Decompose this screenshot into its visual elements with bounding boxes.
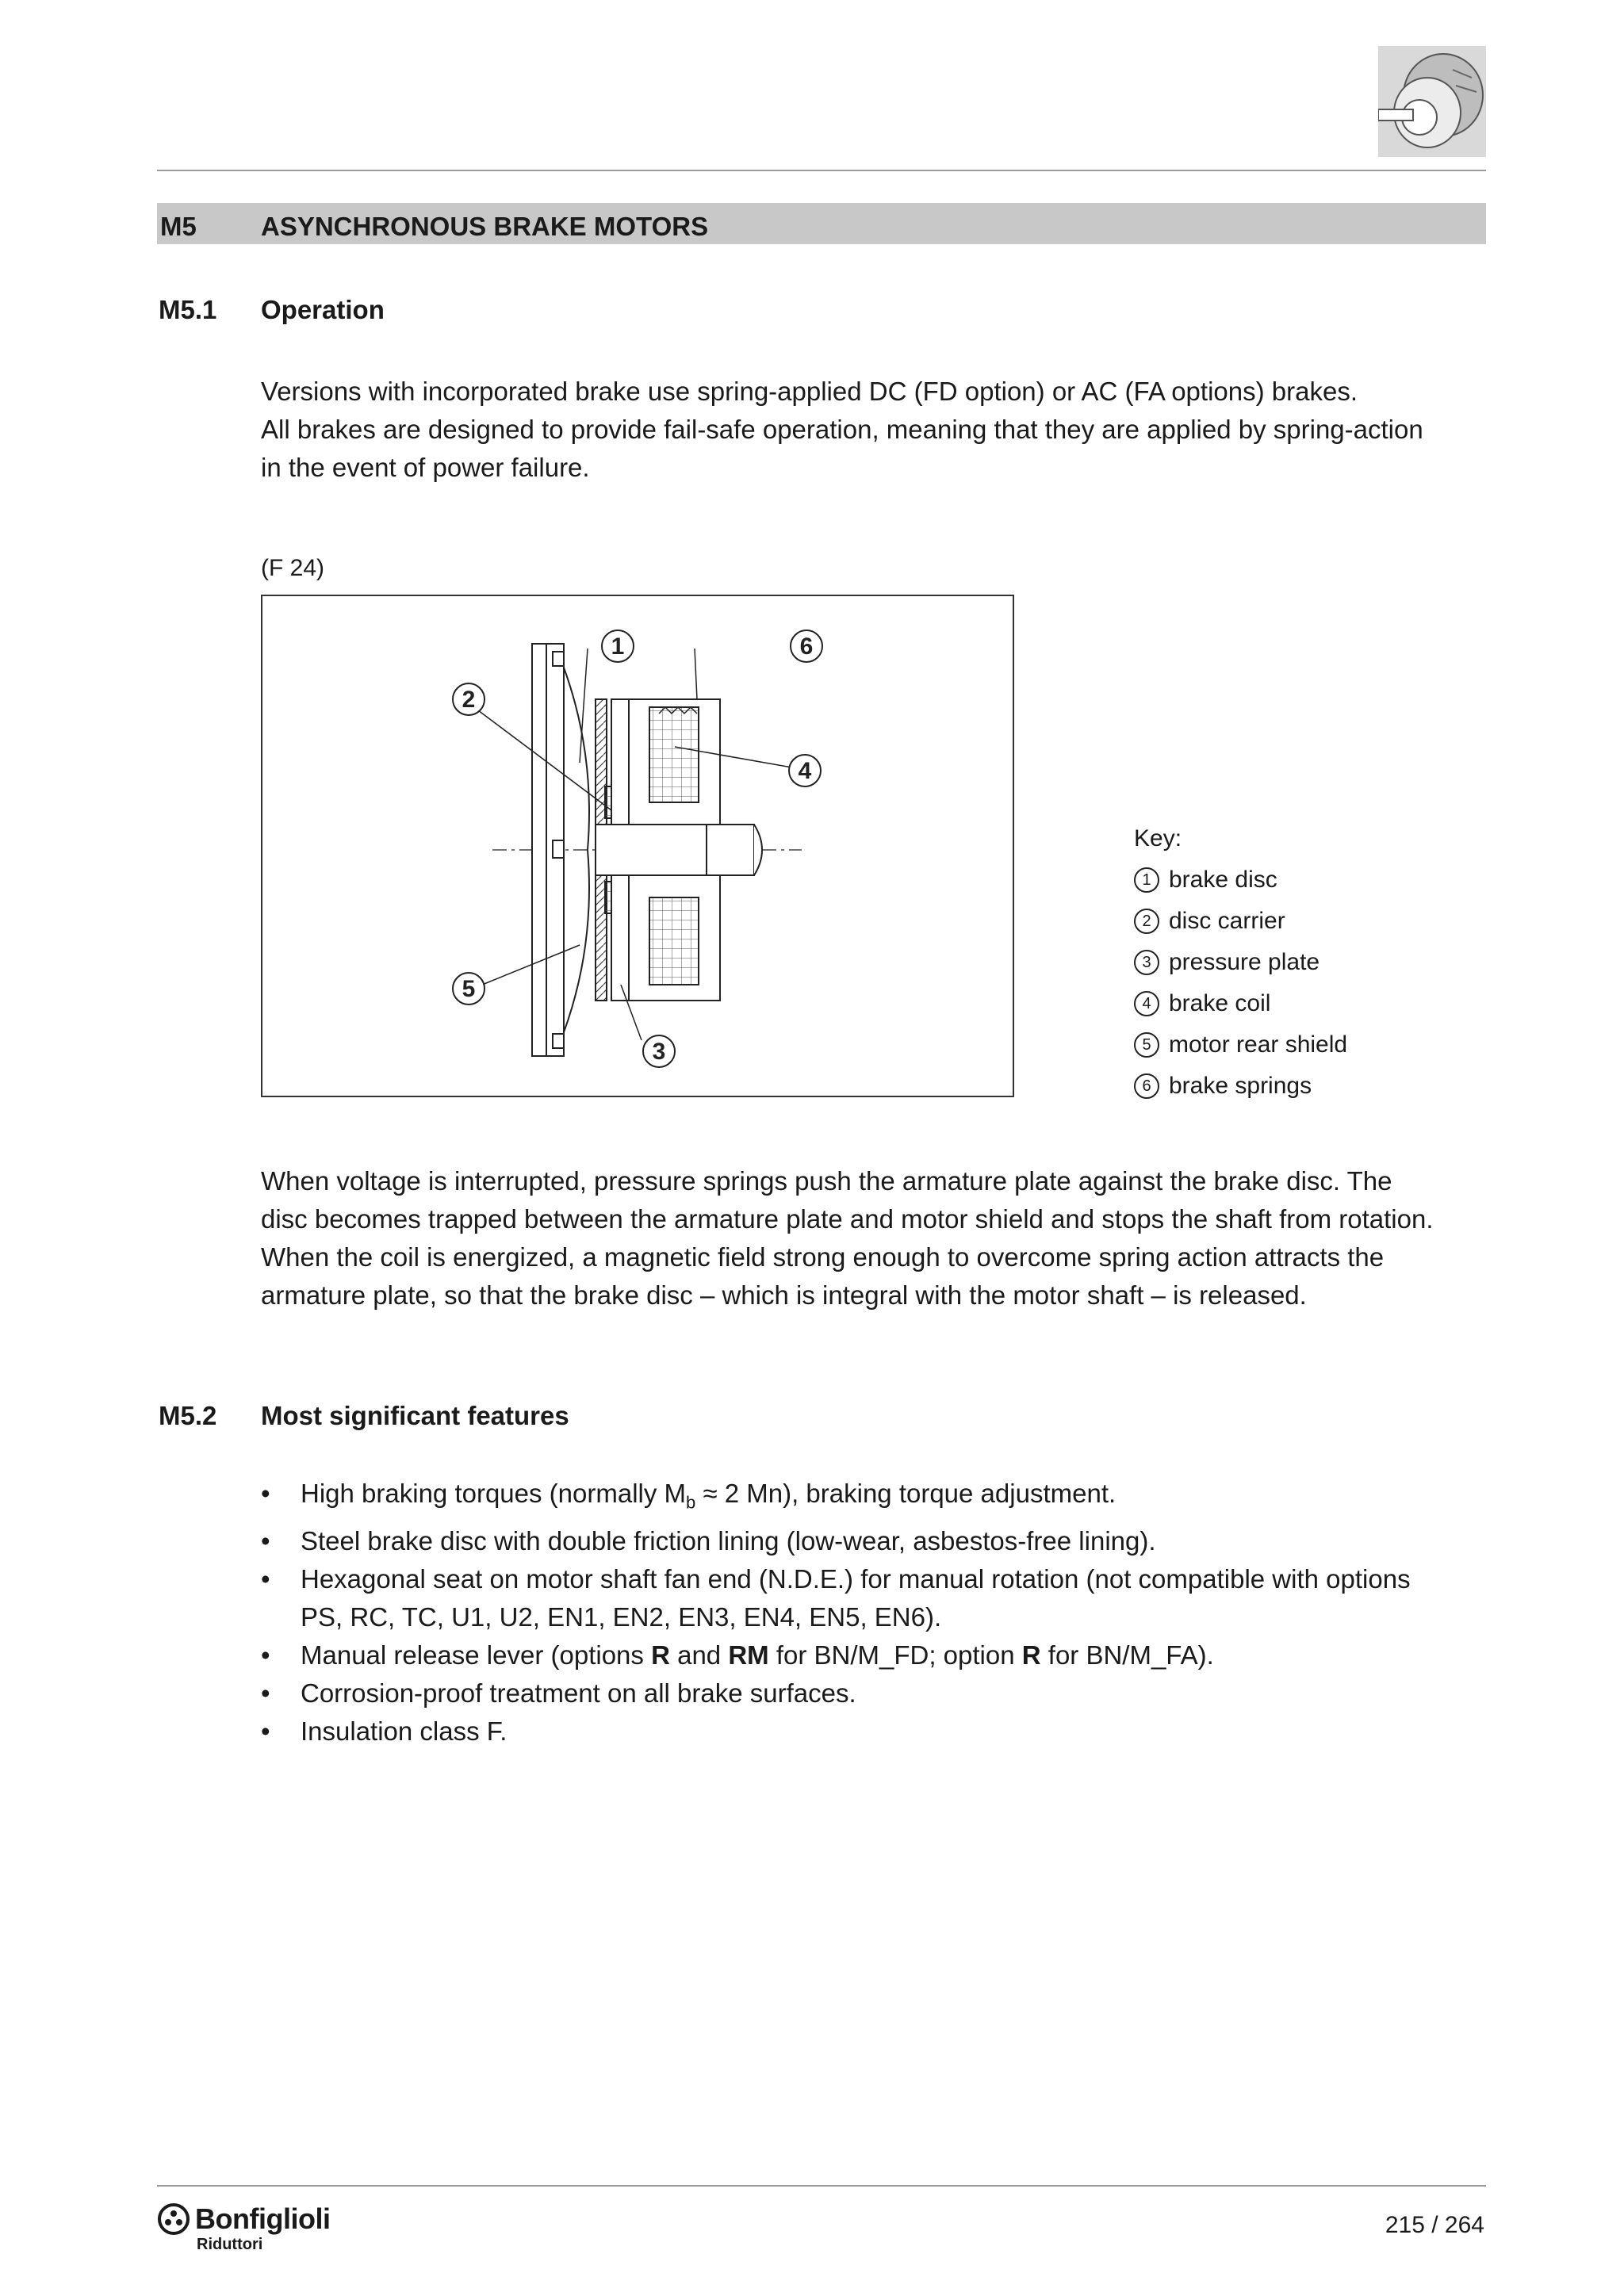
callout-4 [789, 755, 821, 786]
key-item [1134, 859, 1347, 901]
subsection-number-features: M5.2 [159, 1401, 217, 1430]
brake-assembly-drawing [469, 644, 802, 1056]
key-item [1134, 1024, 1347, 1066]
intro-line: in the event of power failure. [261, 453, 590, 482]
svg-text:1: 1 [611, 633, 625, 660]
key-item [1134, 942, 1347, 983]
subsection-number-operation: M5.1 [159, 295, 217, 324]
section-number: M5 [160, 212, 197, 241]
key-number: 2 [1134, 909, 1159, 934]
motor-icon [1378, 46, 1486, 157]
key-title: Key: [1134, 825, 1182, 851]
svg-text:4: 4 [798, 758, 812, 784]
key-item [1134, 1066, 1347, 1107]
explanation-line: When the coil is energized, a magnetic field strong enough to overcome spring action attracts the [261, 1242, 1385, 1272]
brand-subtitle: Riduttori [197, 2236, 263, 2253]
key-label: pressure plate [1169, 949, 1320, 975]
key-label: motor rear shield [1169, 1031, 1348, 1058]
key-label: brake disc [1169, 867, 1277, 893]
explanation-line: armature plate, so that the brake disc – which is integral with the motor shaft – is released. [261, 1280, 1307, 1310]
page-number: 215 / 264 [1385, 2212, 1484, 2238]
subsection-title-operation: Operation [261, 295, 385, 324]
intro-line: All brakes are designed to provide fail-safe operation, meaning that they are applied by spring-action [261, 415, 1423, 444]
feature-item: • Steel brake disc with double friction lining (low-wear, asbestos-free lining). [261, 1522, 1498, 1560]
figure-key [1134, 818, 1347, 1107]
operation-intro [261, 373, 1423, 487]
features-list [261, 1475, 1498, 1751]
section-header [157, 203, 1486, 244]
svg-text:5: 5 [462, 976, 476, 1002]
key-label: disc carrier [1169, 908, 1285, 934]
section-title: ASYNCHRONOUS BRAKE MOTORS [261, 212, 709, 241]
callout-2 [453, 683, 485, 715]
key-label: brake coil [1169, 990, 1271, 1016]
feature-item: • Hexagonal seat on motor shaft fan end (N.D.E.) for manual rotation (not compatible with options PS, RC, TC, U1, U2, EN1, EN2, EN3, EN4, EN5, EN6). [261, 1560, 1498, 1636]
feature-item: • Insulation class F. [261, 1712, 1498, 1751]
svg-text:6: 6 [799, 633, 814, 660]
key-item [1134, 983, 1347, 1024]
feature-item: • High braking torques (normally $M_b \approx 2$ Mn), braking torque adjustment. [261, 1475, 1498, 1522]
key-number: 6 [1134, 1073, 1159, 1099]
explanation-line: When voltage is interrupted, pressure springs push the armature plate against the brake disc. The [261, 1166, 1392, 1196]
svg-text:3: 3 [652, 1039, 666, 1065]
key-number: 5 [1134, 1032, 1159, 1058]
header-rule [157, 170, 1486, 171]
feature-item: • Manual release lever (options R and RM for BN/M_FD; option R for BN/M_FA). [261, 1636, 1498, 1674]
key-number: 4 [1134, 991, 1159, 1016]
figure-label: (F 24) [261, 555, 325, 581]
operation-explanation [261, 1162, 1434, 1314]
callout-1 [602, 630, 634, 662]
subsection-title-features: Most significant features [261, 1401, 569, 1430]
key-number: 3 [1134, 950, 1159, 975]
key-item [1134, 901, 1347, 942]
footer-rule [157, 2185, 1486, 2187]
callout-5 [453, 973, 485, 1004]
explanation-line: disc becomes trapped between the armature plate and motor shield and stops the shaft from rotation. [261, 1204, 1434, 1234]
intro-line: Versions with incorporated brake use spring-applied DC (FD option) or AC (FA options) brakes. [261, 377, 1358, 406]
callout-6 [791, 630, 822, 662]
feature-item: • Corrosion-proof treatment on all brake surfaces. [261, 1674, 1498, 1712]
callout-3 [643, 1035, 675, 1067]
key-label: brake springs [1169, 1073, 1312, 1099]
brand-name: Bonfiglioli [195, 2202, 331, 2235]
brand-logo [157, 2202, 331, 2253]
svg-text:2: 2 [462, 687, 476, 713]
brake-diagram [261, 595, 1014, 1097]
key-number: 1 [1134, 867, 1159, 893]
brand-logo-icon [157, 2202, 190, 2236]
